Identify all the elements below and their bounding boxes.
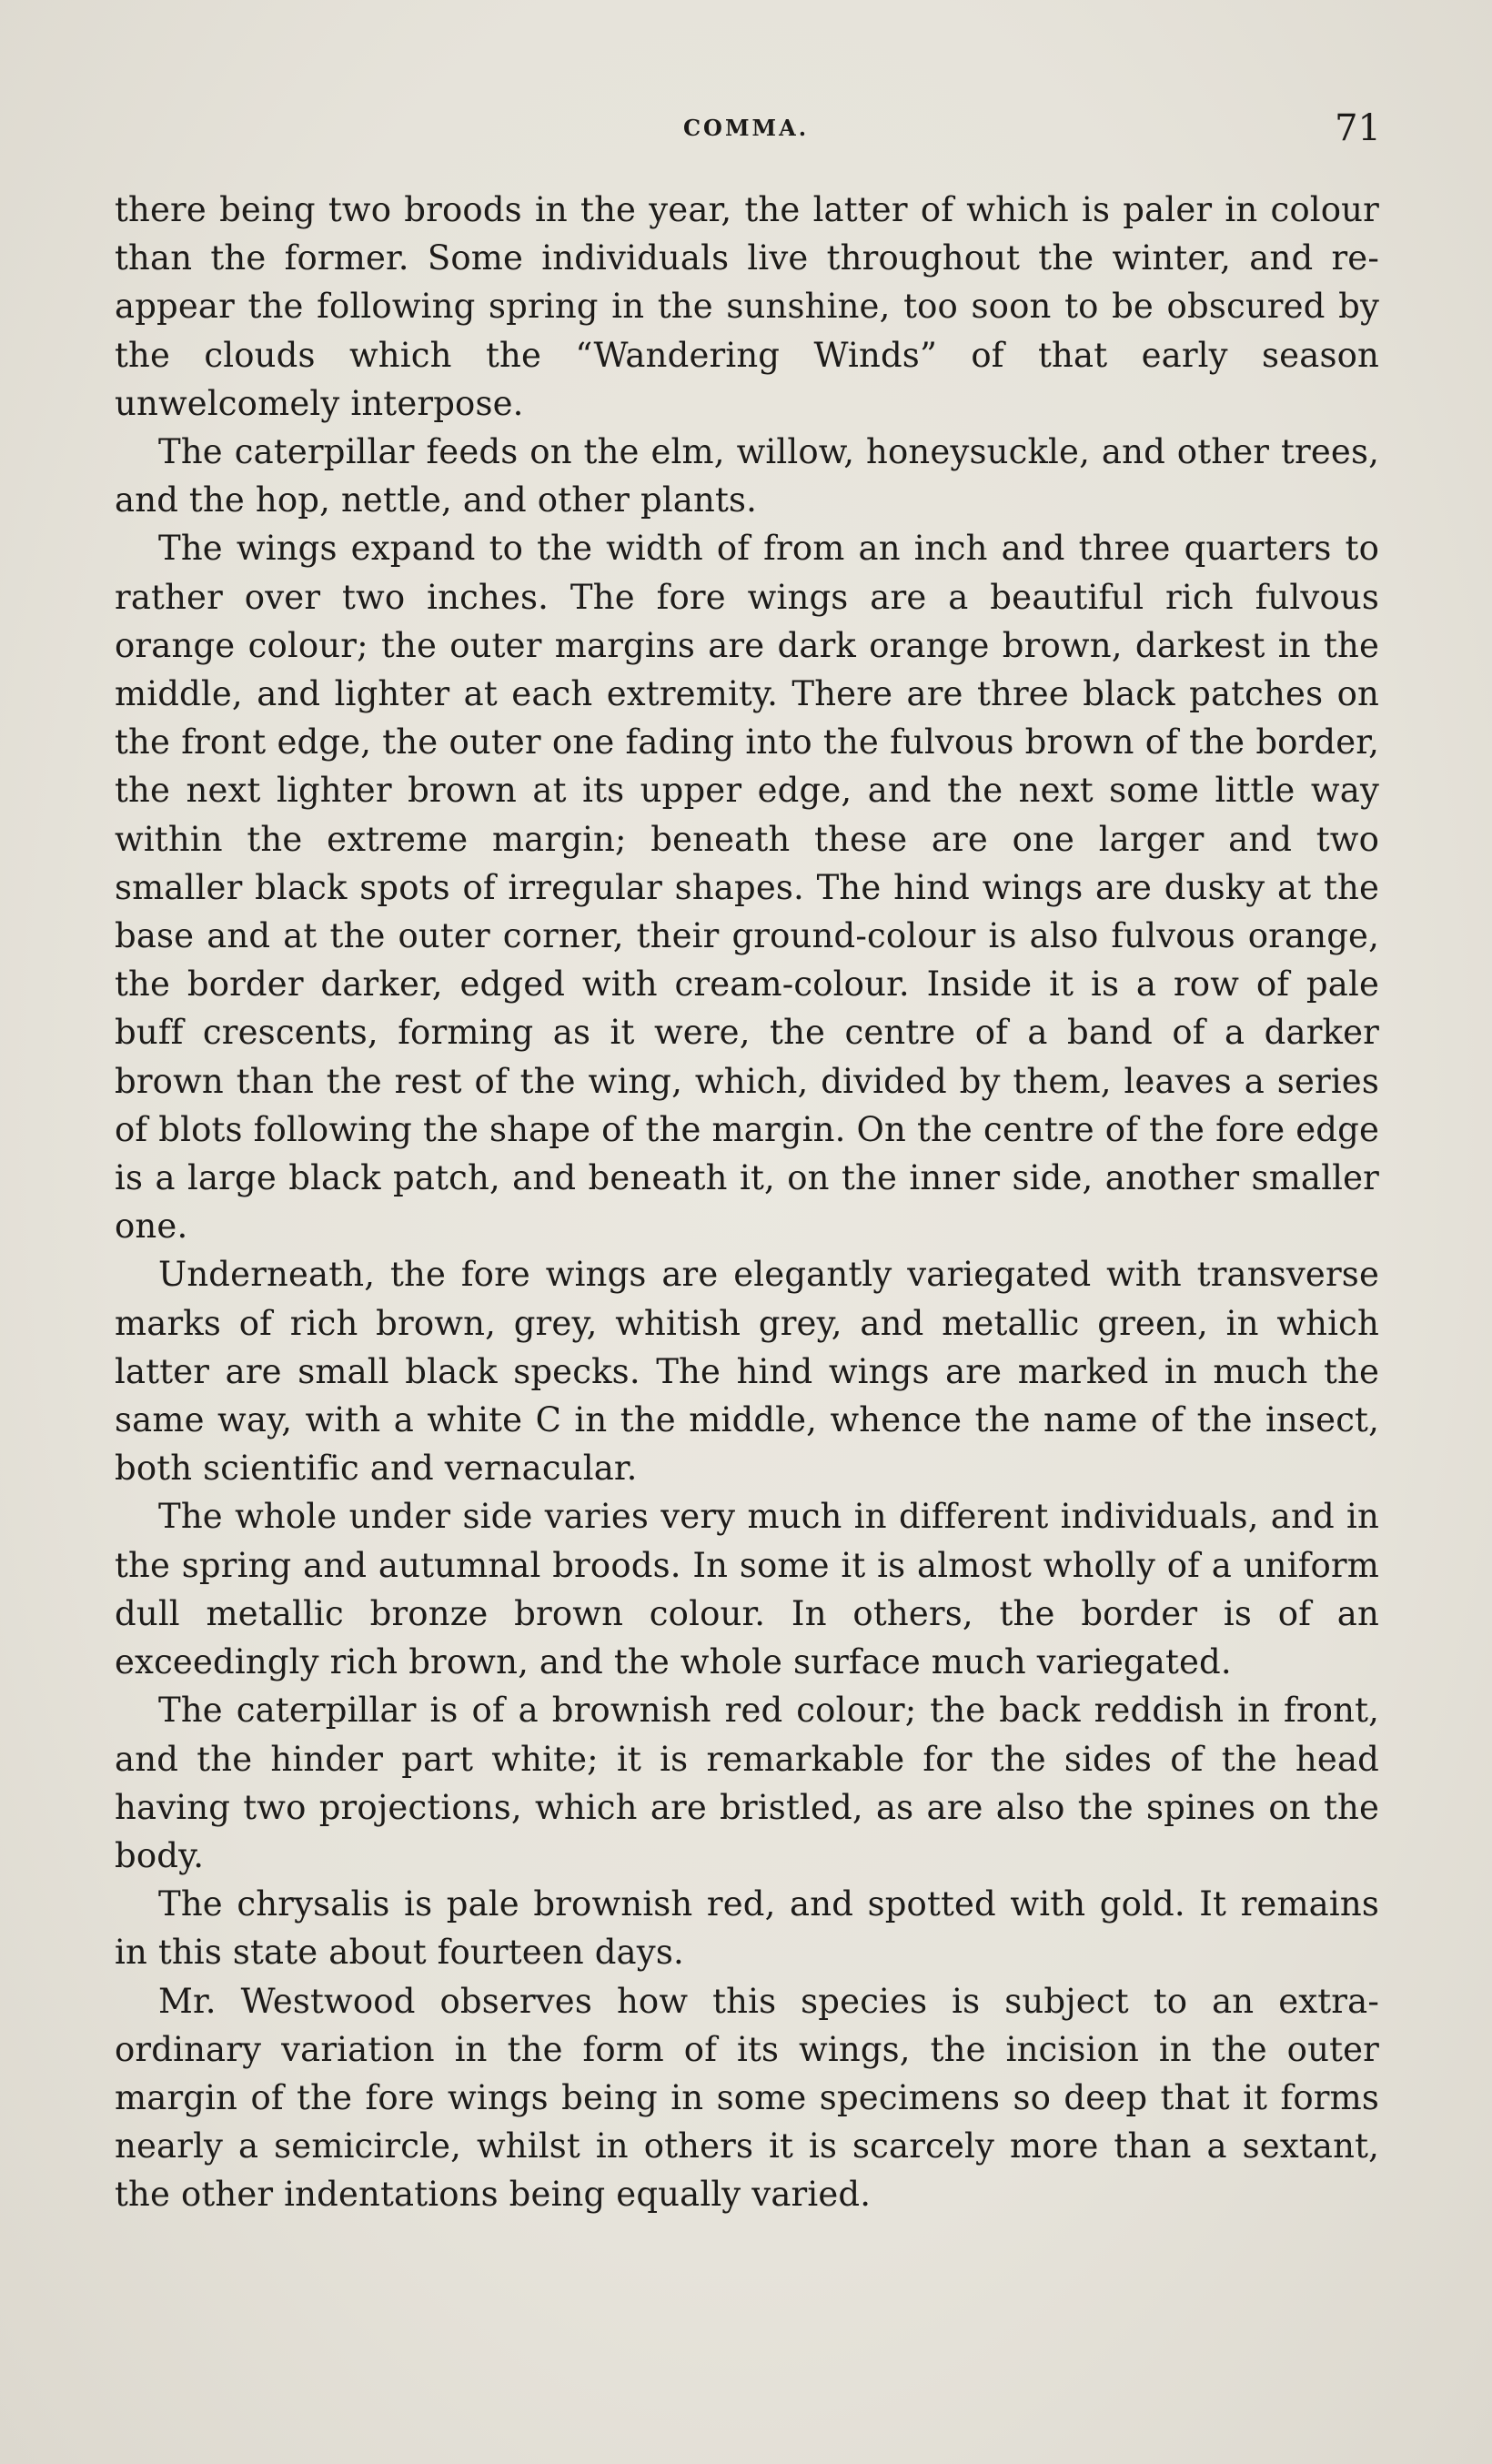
paragraph-chrysalis: The chrysalis is pale brownish red, and spotted with gold. It remains in this state about fourteen days. — [115, 1884, 1379, 1973]
paragraph-caterpillar-food: The caterpillar feeds on the elm, willow, honeysuckle, and other trees, and the hop, nettle, and other plants. — [115, 432, 1379, 520]
paragraph-underside: Underneath, the fore wings are elegantly variegated with transverse marks of rich brown, grey, whitish grey, and metallic green, in which latter are small black specks. The hind wings are marked in much the same way, with a white C in the middle, whence the name of the insect, both scientific and vernacular. — [115, 1255, 1379, 1489]
paragraph-caterpillar: The caterpillar is of a brownish red colour; the back reddish in front, and the hinder part white; it is remarkable for the sides of the head having two projections, which are bristled, as are also the spines on the body. — [115, 1691, 1379, 1875]
page-number: 71 — [1335, 107, 1381, 149]
paragraph-variation: The whole under side varies very much in different individuals, and in the spring and autumnal broods. In some it is almost wholly of a uniform dull metallic bronze brown colour. In others, the border is of an exceedingly rich brown, and the whole surface much variegated. — [115, 1497, 1379, 1682]
body-text — [115, 186, 1379, 2219]
paragraph-westwood: Mr. Westwood observes how this species is subject to an extra-ordinary variation in the form of its wings, the incision in the outer margin of the fore wings being in some specimens so deep that it forms nearly a semicircle, whilst in others it is scarcely more than a sextant, the other indentations being equally varied. — [115, 1981, 1379, 2215]
paragraph-continuation: there being two broods in the year, the latter of which is paler in colour than the former. Some individuals live throughout the winter, and re-appear the following spring in the sunshine, too soon to be obscured by the clouds which the “Wandering Winds” of that early season unwelcomely interpose. — [115, 190, 1379, 423]
running-title: COMMA. — [682, 115, 810, 141]
paragraph-wings-description: The wings expand to the width of from an inch and three quarters to rather over two inches. The fore wings are a beautiful rich fulvous orange colour; the outer margins are dark orange brown, darkest in the middle, and lighter at each extremity. There are three black patches on the front edge, the outer one fading into the fulvous brown of the border, the next lighter brown at its upper edge, and the next some little way within the extreme margin; beneath these are one larger and two smaller black spots of irregular shapes. The hind wings are dusky at the base and at the outer corner, their ground-colour is also fulvous orange, the border darker, edged with cream-colour. Inside it is a row of pale buff crescents, forming as it were, the centre of a band of a darker brown than the rest of the wing, which, divided by them, leaves a series of blots following the shape of the margin. On the centre of the fore edge is a large black patch, and beneath it, on the inner side, another smaller one. — [115, 529, 1379, 1247]
running-head — [0, 107, 1492, 162]
